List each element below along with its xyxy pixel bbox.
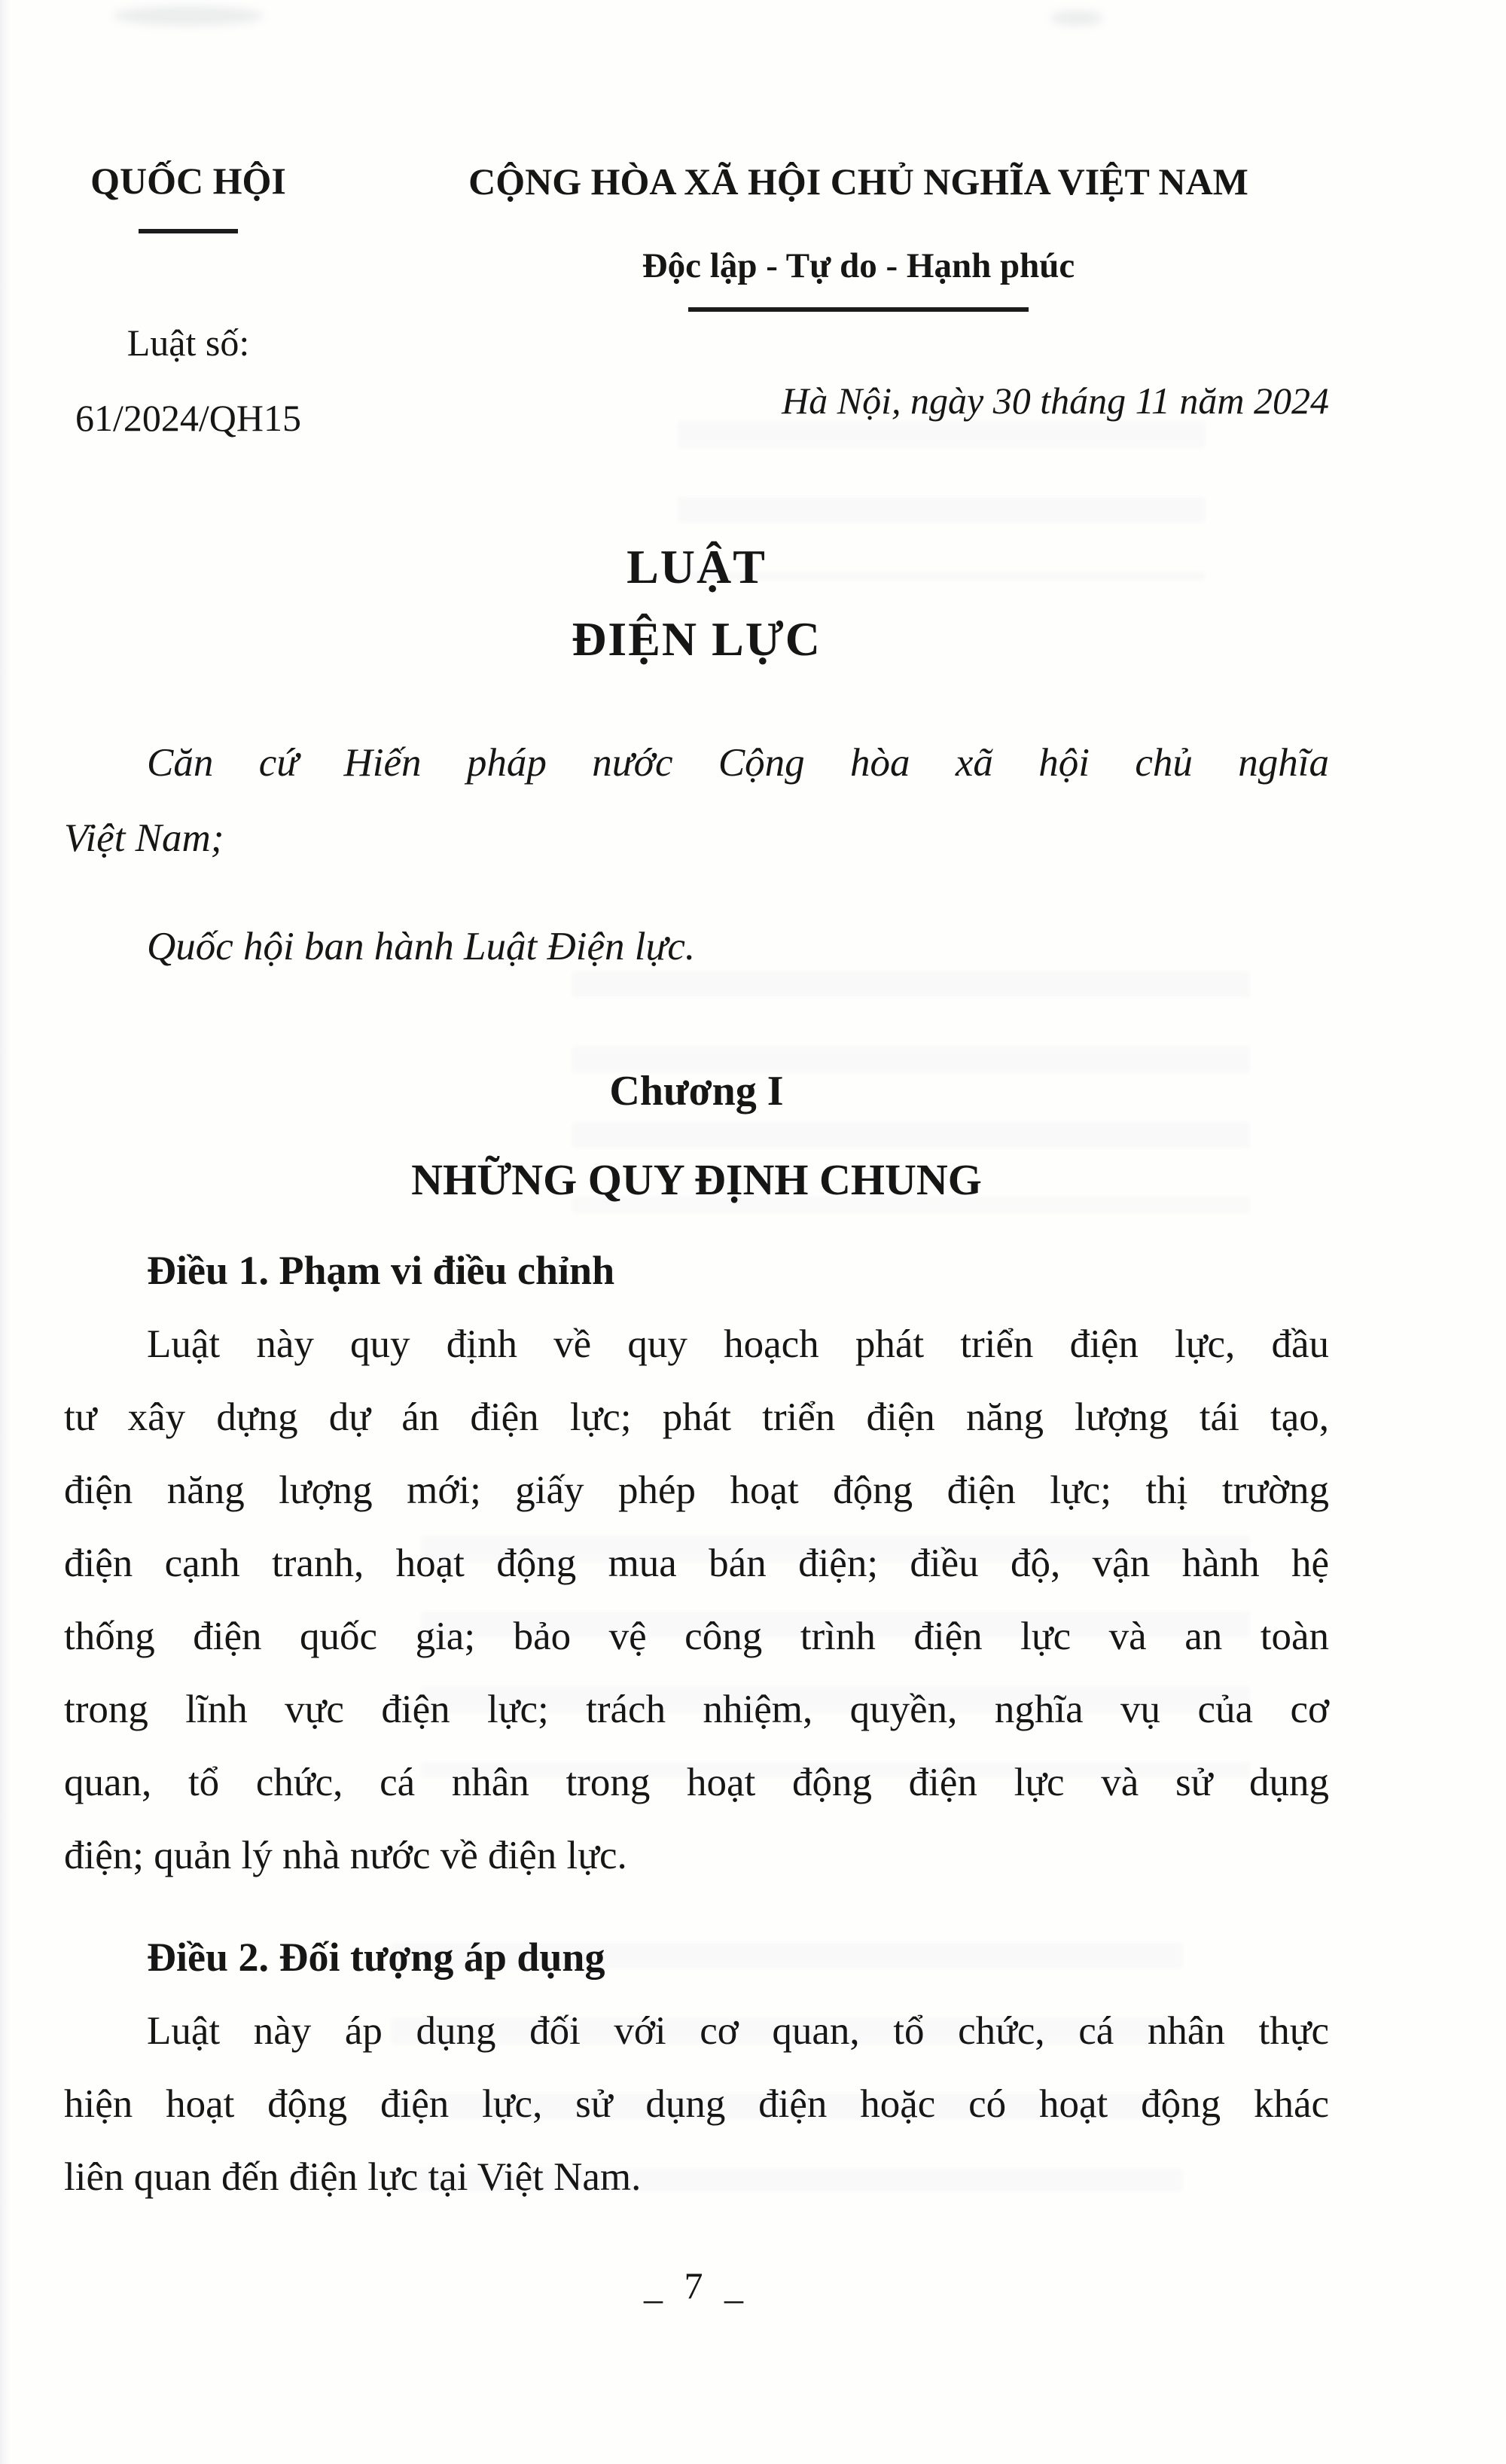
article-2-body xyxy=(64,1995,1329,2214)
page-content xyxy=(64,0,1329,2307)
text-line: Căn cứ Hiến pháp nước Cộng hòa xã hội chủ nghĩa xyxy=(147,741,1329,785)
text-line: thống điện quốc gia; bảo vệ công trình điện lực và an toàn xyxy=(64,1615,1329,1658)
text-line: Luật này quy định về quy hoạch phát triển điện lực, đầu xyxy=(147,1322,1329,1366)
constitution-citation xyxy=(64,725,1329,876)
chapter-label: Chương I xyxy=(609,1068,784,1115)
article-1-body xyxy=(64,1308,1329,1892)
divider-line xyxy=(139,229,238,233)
document-header xyxy=(64,158,1329,441)
text-line: liên quan đến điện lực tại Việt Nam. xyxy=(64,2155,642,2199)
text-line: Luật này áp dụng đối với cơ quan, tổ chức, cá nhân thực xyxy=(147,2009,1329,2053)
text-line: điện năng lượng mới; giấy phép hoạt động điện lực; thị trường xyxy=(64,1468,1329,1512)
document-title-line2: ĐIỆN LỰC xyxy=(572,612,822,666)
scan-edge-artifact xyxy=(0,0,11,2464)
text-line: tư xây dựng dự án điện lực; phát triển điện năng lượng tái tạo, xyxy=(64,1395,1329,1439)
article-1-heading: Điều 1. Phạm vi điều chỉnh xyxy=(147,1248,615,1293)
text-line: Việt Nam; xyxy=(64,816,224,860)
document-title-line1: LUẬT xyxy=(626,540,767,593)
enactment-clause: Quốc hội ban hành Luật Điện lực. xyxy=(147,925,696,968)
national-header-block xyxy=(388,158,1329,423)
place-date-line: Hà Nội, ngày 30 tháng 11 năm 2024 xyxy=(782,380,1329,422)
text-line: điện; quản lý nhà nước về điện lực. xyxy=(64,1834,627,1877)
text-line: quan, tổ chức, cá nhân trong hoạt động điện lực và sử dụng xyxy=(64,1761,1329,1804)
issuing-authority: QUỐC HỘI xyxy=(90,160,286,202)
issuing-authority-block xyxy=(64,158,312,441)
divider-line xyxy=(688,307,1029,312)
law-number-label: Luật số: xyxy=(127,322,250,364)
document-title xyxy=(64,531,1329,675)
text-line: trong lĩnh vực điện lực; trách nhiệm, quyền, nghĩa vụ của cơ xyxy=(64,1688,1329,1731)
text-line: điện cạnh tranh, hoạt động mua bán điện; điều độ, vận hành hệ xyxy=(64,1542,1329,1585)
article-1 xyxy=(64,1243,1329,1892)
article-2-heading: Điều 2. Đối tượng áp dụng xyxy=(147,1935,605,1980)
national-motto: Độc lập - Tự do - Hạnh phúc xyxy=(642,246,1075,285)
page-number: _ 7 _ xyxy=(644,2264,749,2307)
law-number-value: 61/2024/QH15 xyxy=(75,397,301,439)
chapter-title: NHỮNG QUY ĐỊNH CHUNG xyxy=(411,1155,982,1204)
preamble xyxy=(64,725,1329,984)
article-2 xyxy=(64,1930,1329,2214)
text-line: hiện hoạt động điện lực, sử dụng điện hoặc có hoạt động khác xyxy=(64,2082,1329,2126)
national-title: CỘNG HÒA XÃ HỘI CHỦ NGHĨA VIỆT NAM xyxy=(468,160,1248,203)
